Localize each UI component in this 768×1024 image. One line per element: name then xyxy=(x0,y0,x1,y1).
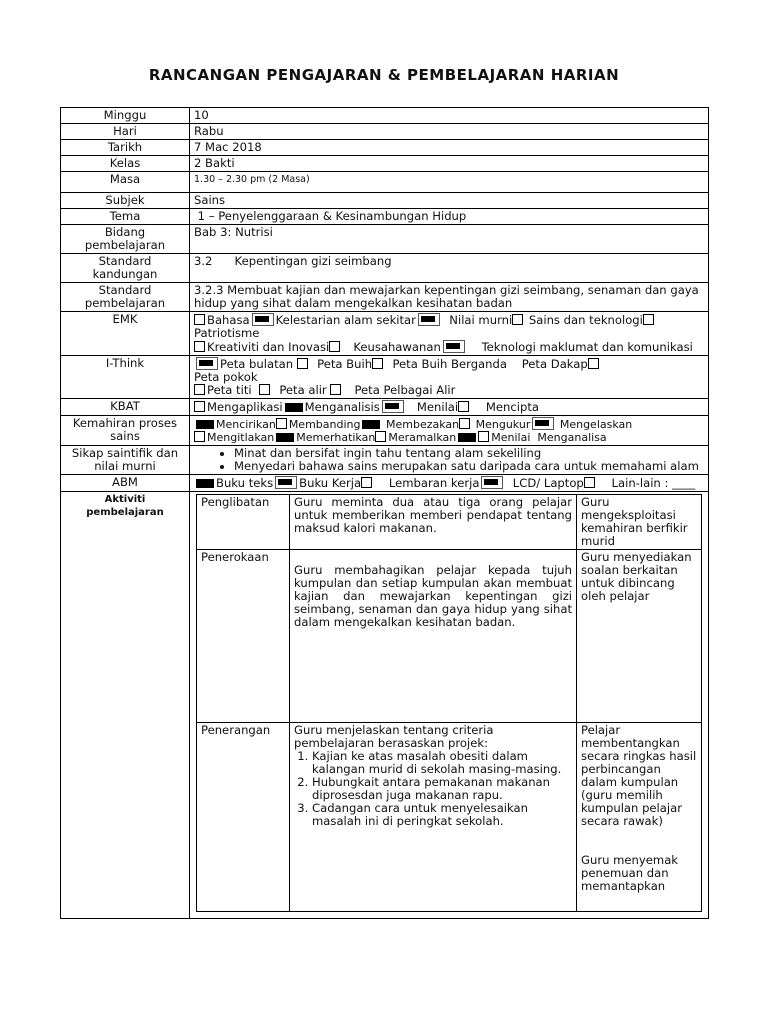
checkbox-peta-buih[interactable] xyxy=(297,358,308,369)
checkbox-keusahawanan[interactable] xyxy=(329,341,340,352)
stage-penerangan xyxy=(197,723,702,912)
checkbox-peta-pelbagai-alir[interactable] xyxy=(330,384,341,395)
stage-penglibatan xyxy=(197,495,702,550)
label-masa: Masa xyxy=(61,172,190,193)
stage-note: Pelajar membentangkan secara ringkas hasil perbincangan dalam kumpulan (guru memilih kumpulan pelajar secara rawak) Guru menyemak penemuan dan memantapkan xyxy=(577,723,702,912)
label-hari: Hari xyxy=(61,124,190,140)
checkbox-buku-kerja-checked[interactable] xyxy=(275,476,297,489)
checkbox-mencipta[interactable] xyxy=(458,401,469,412)
label-sikap: Sikap saintifik dan nilai murni xyxy=(61,446,190,475)
stage-note: Guru menyediakan soalan berkaitan untuk dibincang oleh pelajar xyxy=(577,550,702,723)
checkbox-tmk-checked[interactable] xyxy=(443,340,465,353)
label-tarikh: Tarikh xyxy=(61,140,190,156)
label-kbat: KBAT xyxy=(61,399,190,416)
value-tema: 1 – Penyelenggaraan & Kesinambungan Hidup xyxy=(190,209,709,225)
checkbox-peta-alir[interactable] xyxy=(259,384,270,395)
value-hari: Rabu xyxy=(190,124,709,140)
checkbox-kelestarian-checked[interactable] xyxy=(252,313,274,326)
checkbox-mengukur-box[interactable] xyxy=(532,417,554,430)
stage-text xyxy=(290,723,577,912)
value-standard-pembelajaran: 3.2.3 Membuat kajian dan mewajarkan kepentingan gizi seimbang, senaman dan gaya hidup yang sihat dalam mengekalkan kesihatan badan xyxy=(190,283,709,312)
list-item: • Menyedari bahawa sains merupakan satu daripada cara untuk memahami alam xyxy=(234,460,704,473)
checkbox-sains-teknologi[interactable] xyxy=(512,314,523,325)
checkbox-menganalisis-checked[interactable] xyxy=(285,403,303,412)
stage-penerokaan xyxy=(197,550,702,723)
checkbox-peta-titi[interactable] xyxy=(194,384,205,395)
label-minggu: Minggu xyxy=(61,108,190,124)
row-emk xyxy=(61,312,709,356)
value-bidang: Bab 3: Nutrisi xyxy=(190,225,709,254)
label-standard-kandungan: Standard kandungan xyxy=(61,254,190,283)
checkbox-memerhatikan-checked[interactable] xyxy=(276,433,294,442)
checkbox-lembaran-kerja-checked[interactable] xyxy=(481,476,503,489)
value-sikap xyxy=(190,446,709,475)
checkbox-menilai-kps[interactable] xyxy=(478,431,489,442)
value-standard-kandungan: 3.2 Kepentingan gizi seimbang xyxy=(190,254,709,283)
stage-text: Guru membahagikan pelajar kepada tujuh kumpulan dan setiap kumpulan akan membuat kajian dan mewajarkan kepentingan gizi seimbang, senaman dan gaya hidup yang sihat dalam mengekalkan kesihatan badan. xyxy=(290,550,577,723)
value-tarikh: 7 Mac 2018 xyxy=(190,140,709,156)
label-emk: EMK xyxy=(61,312,190,356)
stage-text: Guru meminta dua atau tiga orang pelajar untuk memberikan memberi pendapat tentang maksud kalori makanan. xyxy=(290,495,577,550)
checkbox-mengaplikasi[interactable] xyxy=(194,401,205,412)
checkbox-peta-buih-berganda[interactable] xyxy=(372,358,383,369)
row-masa xyxy=(61,172,709,193)
stage-note: Guru mengeksploitasi kemahiran berfikir murid xyxy=(577,495,702,550)
checkbox-membezakan-checked[interactable] xyxy=(362,420,380,429)
value-subjek: Sains xyxy=(190,193,709,209)
stage-intro: Guru menjelaskan tentang criteria pembelajaran berasaskan projek: xyxy=(294,723,494,750)
label-bidang: Bidang pembelajaran xyxy=(61,225,190,254)
row-minggu xyxy=(61,108,709,124)
checkbox-menilai-checked[interactable] xyxy=(382,400,404,413)
stage-name: Penerokaan xyxy=(197,550,290,723)
row-kemahiran xyxy=(61,416,709,446)
stage-name: Penglibatan xyxy=(197,495,290,550)
checkbox-nilai-checked[interactable] xyxy=(418,313,440,326)
row-standard-pembelajaran xyxy=(61,283,709,312)
value-kelas: 2 Bakti xyxy=(190,156,709,172)
checkbox-lcd[interactable] xyxy=(584,477,595,488)
checkbox-mengukur[interactable] xyxy=(459,418,470,429)
label-tema: Tema xyxy=(61,209,190,225)
row-abm xyxy=(61,475,709,492)
label-abm: ABM xyxy=(61,475,190,492)
checkbox-membanding[interactable] xyxy=(276,418,287,429)
checkbox-buku-teks-checked[interactable] xyxy=(196,479,214,488)
row-kbat xyxy=(61,399,709,416)
checkbox-bahasa[interactable] xyxy=(194,314,205,325)
checkbox-mengitlakan[interactable] xyxy=(194,431,205,442)
checkbox-peta-dakap[interactable] xyxy=(588,358,599,369)
label-subjek: Subjek xyxy=(61,193,190,209)
checkbox-patriotisme[interactable] xyxy=(643,314,654,325)
list-item: 2. Hubungkait antara pemakanan makanan diprosesdan juga makanan rapu. xyxy=(312,776,572,802)
list-item: • Minat dan bersifat ingin tahu tentang alam sekeliling xyxy=(234,447,704,460)
checkbox-kreativiti[interactable] xyxy=(194,341,205,352)
row-bidang xyxy=(61,225,709,254)
checkbox-peta-bulatan-checked[interactable] xyxy=(196,357,218,370)
row-standard-kandungan xyxy=(61,254,709,283)
row-kelas xyxy=(61,156,709,172)
lesson-plan-table xyxy=(60,107,709,919)
row-subjek xyxy=(61,193,709,209)
list-item: 3. Cadangan cara untuk menyelesaikan masalah ini di peringkat sekolah. xyxy=(312,802,572,828)
value-minggu: 10 xyxy=(190,108,709,124)
checkbox-lembaran[interactable] xyxy=(361,477,372,488)
row-aktiviti xyxy=(61,492,709,919)
label-kelas: Kelas xyxy=(61,156,190,172)
row-tarikh xyxy=(61,140,709,156)
checkbox-mencirikan-checked[interactable] xyxy=(196,420,214,429)
value-masa: 1.30 – 2.30 pm (2 Masa) xyxy=(190,172,709,193)
label-aktiviti: Aktiviti pembelajaran xyxy=(61,492,190,919)
row-ithink xyxy=(61,356,709,399)
value-kemahiran: Mencirikan Membanding Membezakan Mengukur Mengelaskan Mengitlakan Memerhatikan Meramalkan Menilai Menganalisa xyxy=(190,416,709,446)
label-kemahiran: Kemahiran proses sains xyxy=(61,416,190,446)
row-sikap xyxy=(61,446,709,475)
label-standard-pembelajaran: Standard pembelajaran xyxy=(61,283,190,312)
value-kbat: Mengaplikasi Menganalisis Menilai Mencipta xyxy=(190,399,709,416)
row-hari xyxy=(61,124,709,140)
activity-table xyxy=(196,494,702,912)
row-tema xyxy=(61,209,709,225)
checkbox-meramalkan[interactable] xyxy=(375,431,386,442)
page-title: RANCANGAN PENGAJARAN & PEMBELAJARAN HARIAN xyxy=(148,66,620,84)
value-ithink: Peta bulatan Peta Buih Peta Buih Berganda Peta Dakap Peta pokok Peta titi Peta alir Peta Pelbagai Alir xyxy=(190,356,709,399)
list-item: 1. Kajian ke atas masalah obesiti dalam kalangan murid di sekolah masing-masing. xyxy=(312,750,572,776)
stage-name: Penerangan xyxy=(197,723,290,912)
checkbox-meramalkan-checked[interactable] xyxy=(458,433,476,442)
value-emk: Bahasa Kelestarian alam sekitar Nilai murni Sains dan teknologi Patriotisme Kreativiti dan Inovasi Keusahawanan Teknologi maklumat dan komunikasi xyxy=(190,312,709,356)
value-abm: Buku teks Buku Kerja Lembaran kerja LCD/ Laptop Lain-lain : ____ xyxy=(190,475,709,492)
label-ithink: I-Think xyxy=(61,356,190,399)
